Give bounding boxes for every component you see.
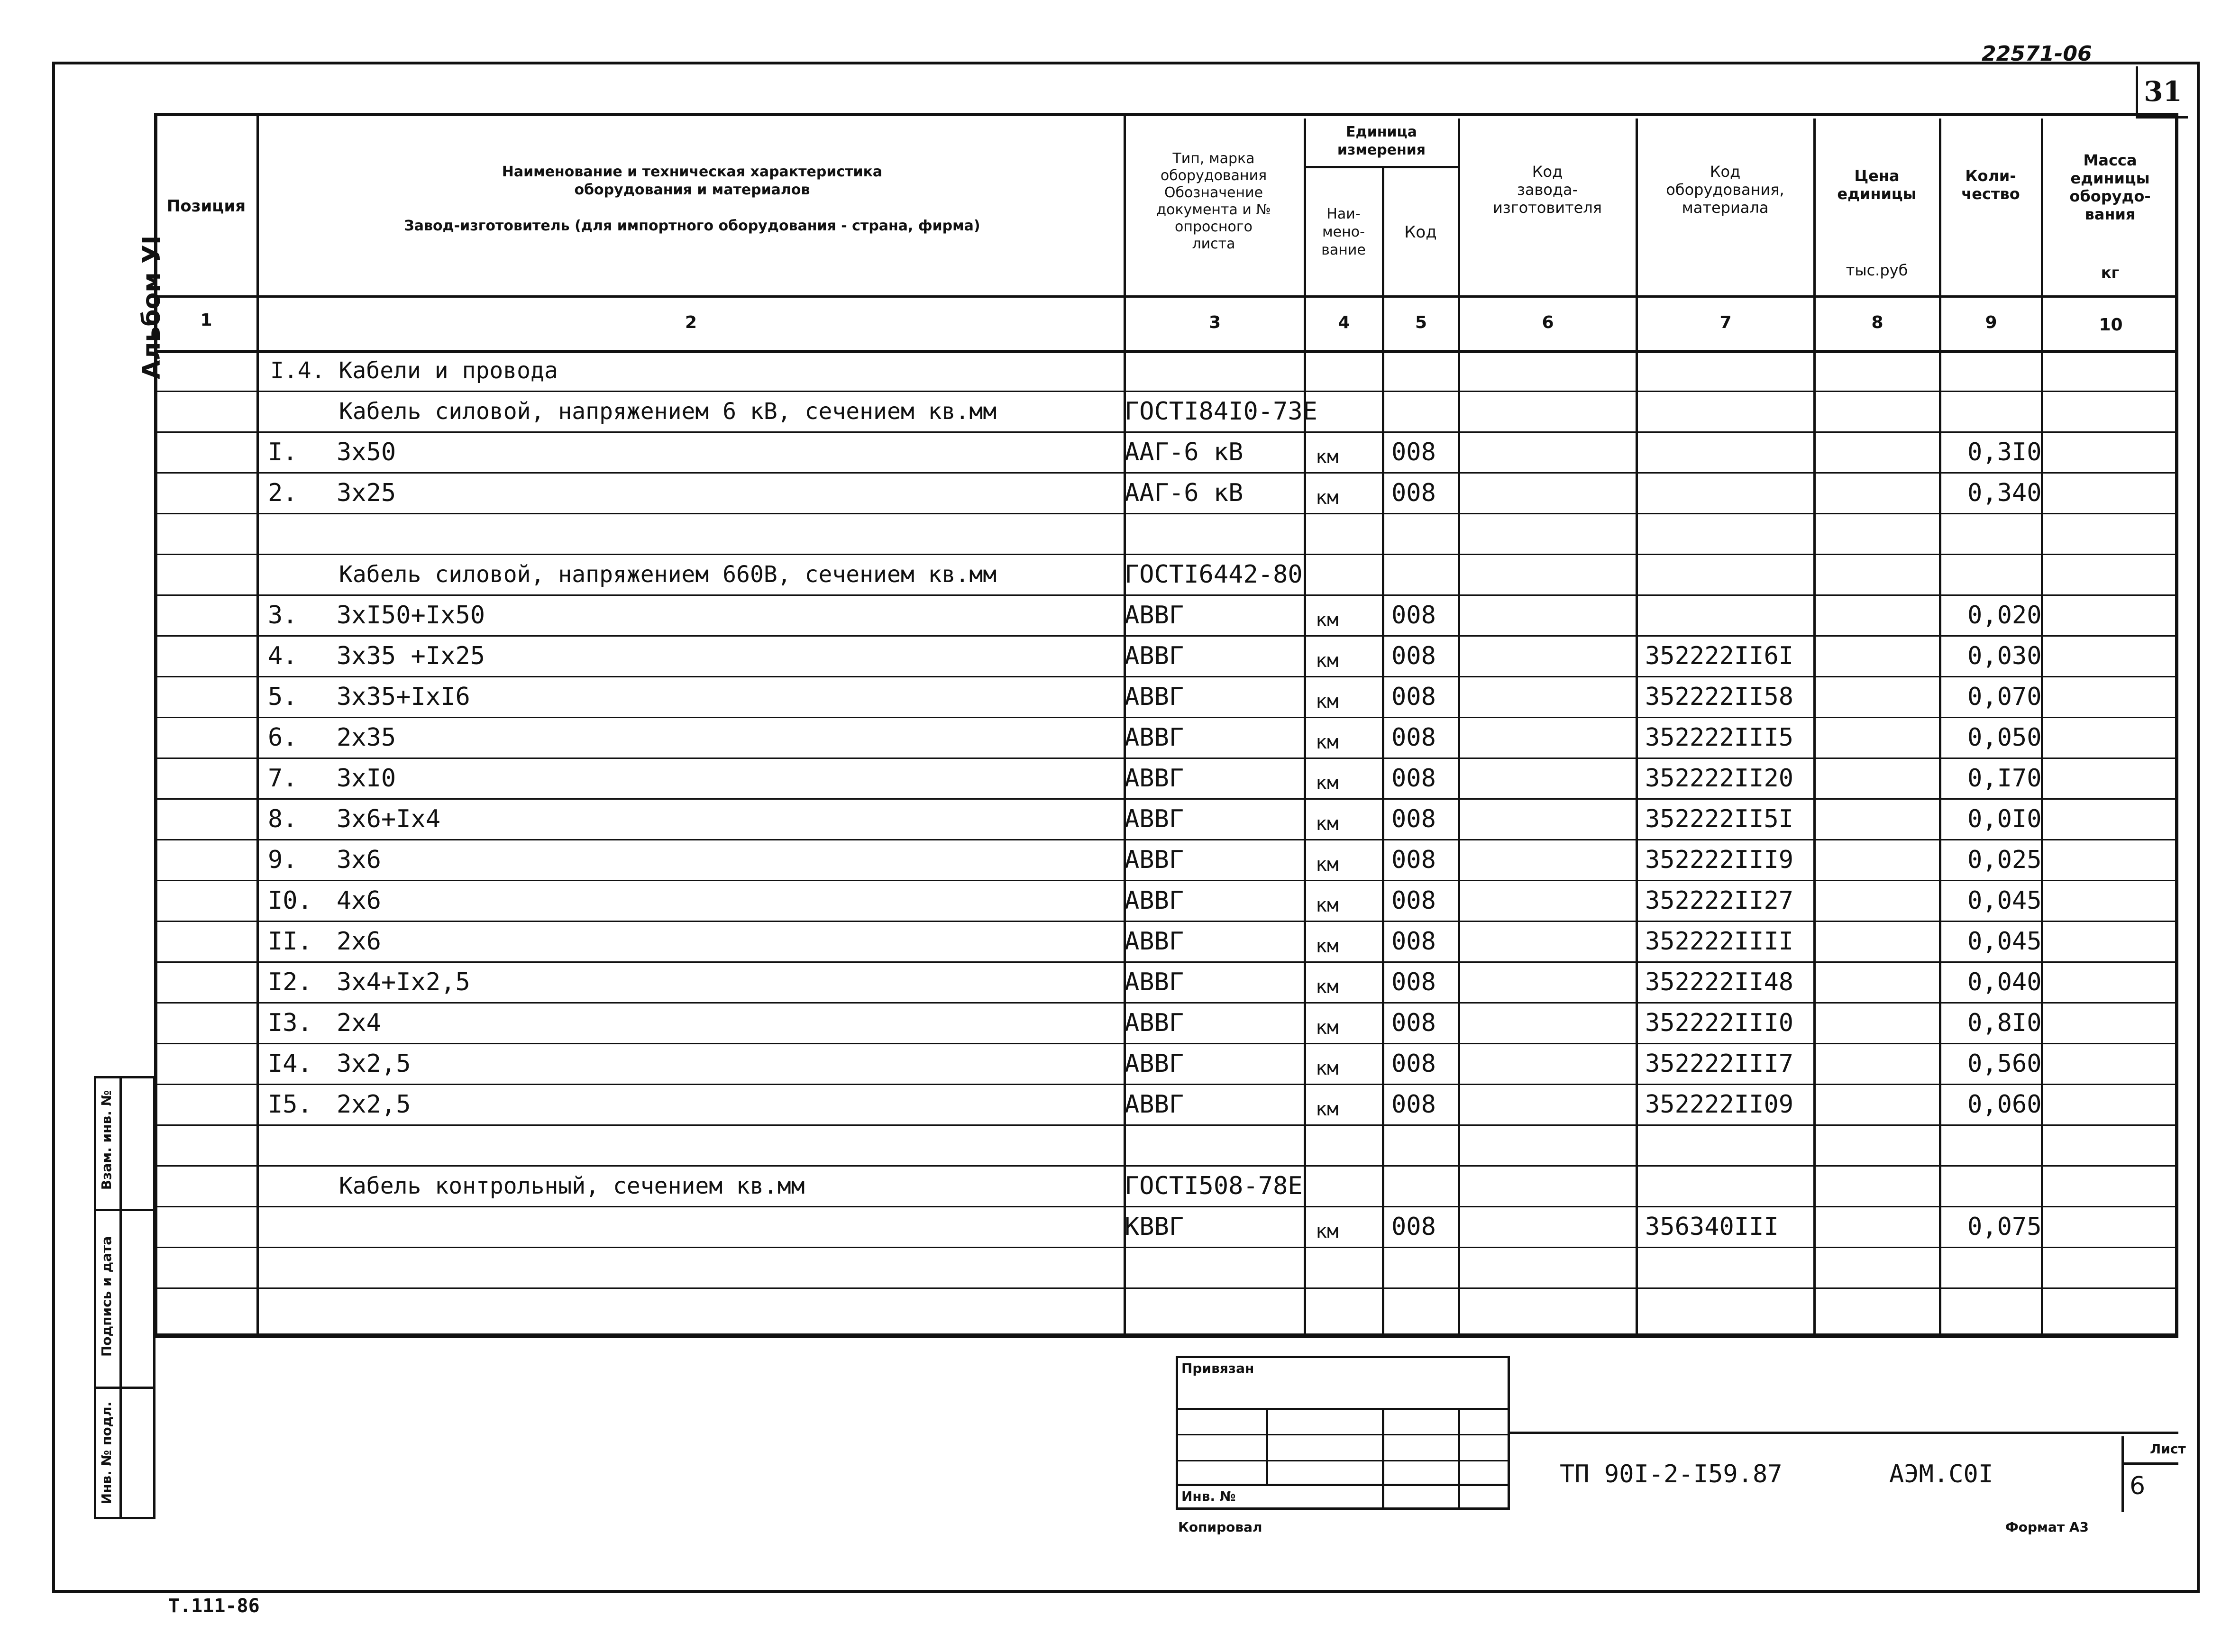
column-number: 5 [1415,313,1427,332]
col-line-3 [1304,119,1306,1338]
row-pos: 7. [268,764,298,793]
row-line [154,1287,2178,1289]
column-number: 8 [1871,313,1883,332]
row-line [154,921,2178,922]
row-name: 3x25 [337,479,396,507]
row-type: АВВГ [1125,805,1184,833]
row-pos: 8. [268,805,298,833]
col-line-5 [1458,119,1460,1338]
row-code: 008 [1391,927,1436,956]
row-name: 2x4 [337,1009,381,1037]
row-code: 008 [1391,479,1436,507]
header-type: Тип, марка оборудования Обозначение документа и № опросного листа [1156,150,1271,252]
row-qty: 0,040 [1967,968,2042,996]
page-number: 31 [2144,75,2182,108]
header-mass-unit: кг [2101,264,2120,282]
column-number: 1 [200,310,212,330]
row-code: 008 [1391,1009,1436,1037]
row-unit: км [1316,1058,1339,1079]
row-name: 3xI0 [337,764,396,793]
row-pos: II. [268,927,312,956]
column-number: 3 [1208,313,1221,332]
row-pos: I0. [268,886,312,915]
row-type: АВВГ [1125,1009,1184,1037]
header-unit-code: Код [1404,223,1437,242]
row-code: 008 [1391,438,1436,466]
row-mat: 352222III9 [1645,846,1794,874]
row-pos: I3. [268,1009,312,1037]
row-pos: I2. [268,968,312,996]
row-type: АВВГ [1125,764,1184,793]
row-mat: 356340III [1645,1213,1779,1241]
row-line [154,431,2178,433]
col-line-7 [1813,119,1816,1338]
row-unit: км [1316,487,1339,509]
header-factory-code: Код завода- изготовителя [1492,163,1602,217]
row-name: 3x4+Ix2,5 [337,968,470,996]
row-type: АВВГ [1125,1090,1184,1119]
row-pos: I4. [268,1050,312,1078]
row-qty: 0,060 [1967,1090,2042,1119]
side-stamp-inv-podl: Инв. № подл. [99,1401,114,1505]
row-type: ГОСТI84I0-73Е [1125,397,1317,426]
copied-label: Копировал [1178,1519,1262,1535]
row-name: 3x6+Ix4 [337,805,441,833]
row-qty: 0,0I0 [1967,805,2042,833]
row-type: АВВГ [1125,601,1184,630]
row-pos: 6. [268,723,298,752]
row-type: АВВГ [1125,642,1184,670]
row-type: ГОСТI508-78Е [1125,1172,1303,1200]
header-unit-name: Наи- мено- вание [1321,206,1366,258]
row-unit: км [1316,609,1339,631]
header-quantity: Коли- чество [1961,167,2020,203]
row-name: 3x35+IxI6 [337,683,470,711]
row-mat: 352222II58 [1645,683,1794,711]
row-unit: км [1316,976,1339,998]
row-mat: 352222III7 [1645,1050,1794,1078]
stamp-vline [1266,1408,1268,1484]
row-pos: 3. [268,601,298,630]
row-qty: 0,075 [1967,1213,2042,1241]
document-suffix: АЭМ.С0I [1889,1460,1993,1488]
row-code: 008 [1391,968,1436,996]
row-qty: 0,560 [1967,1050,2042,1078]
col-line-4 [1382,166,1384,1338]
side-stamp-vzam: Взам. инв. № [99,1090,114,1190]
colnum-bottom-line [154,350,2178,353]
row-name: 3x50 [337,438,396,466]
row-name: Кабель силовой, напряжением 660В, сечением кв.мм [339,561,997,588]
row-line [154,1247,2178,1248]
row-name: 3x2,5 [337,1050,411,1078]
row-mat: 352222II27 [1645,886,1794,915]
row-name: 2x6 [337,927,381,956]
row-type: АВВГ [1125,968,1184,996]
row-mat: 352222III5 [1645,723,1794,752]
header-unit: Единица измерения [1337,123,1426,158]
header-name: Наименование и техническая характеристика оборудования и материалов Завод-изготовитель (для импортного оборудования - страна, фирма) [404,164,980,234]
album-label: Альбом УI [137,235,166,379]
row-qty: 0,020 [1967,601,2042,630]
row-unit: км [1316,446,1339,468]
row-qty: 0,025 [1967,846,2042,874]
header-mass: Масса единицы оборудо- вания [2069,151,2151,223]
row-mat: 352222IIII [1645,927,1794,956]
row-type: ААГ-6 кВ [1125,438,1243,466]
header-position: Позиция [166,197,246,216]
row-type: ГОСТI6442-80 [1125,560,1303,589]
row-qty: 0,8I0 [1967,1009,2042,1037]
sheet-number: 6 [2130,1472,2146,1500]
row-name: 3x35 +Ix25 [337,642,485,670]
column-number: 10 [2099,315,2123,335]
row-mat: 352222II6I [1645,642,1794,670]
row-unit: км [1316,650,1339,672]
row-qty: 0,045 [1967,886,2042,915]
row-type: ААГ-6 кВ [1125,479,1243,507]
row-pos: 5. [268,683,298,711]
column-number: 2 [685,313,697,332]
row-line [154,1043,2178,1044]
row-mat: 352222II09 [1645,1090,1794,1119]
side-stamp-podpis: Подпись и дата [99,1236,114,1357]
row-line [154,880,2178,881]
row-name: 4x6 [337,886,381,915]
row-qty: 0,045 [1967,927,2042,956]
row-unit: км [1316,1098,1339,1120]
sheet-box-line [2121,1462,2178,1465]
row-mat: 352222II48 [1645,968,1794,996]
row-code: 008 [1391,1213,1436,1241]
row-qty: 0,I70 [1967,764,2042,793]
row-pos: 4. [268,642,298,670]
format-label: Формат А3 [2005,1519,2089,1535]
row-type: АВВГ [1125,886,1184,915]
row-name: I.4. Кабели и провода [270,357,558,384]
row-line [154,1206,2178,1207]
row-line [154,513,2178,514]
row-name: 3x6 [337,846,381,874]
header-bottom-line [154,295,2178,298]
row-unit: км [1316,854,1339,876]
row-code: 008 [1391,886,1436,915]
row-pos: I. [268,438,298,466]
row-code: 008 [1391,1090,1436,1119]
row-type: АВВГ [1125,927,1184,956]
page-number-box [2136,66,2188,119]
row-name: 3xI50+Ix50 [337,601,485,630]
row-name: 2x2,5 [337,1090,411,1119]
stamp-privyazan-label: Привязан [1181,1360,1254,1376]
header-equipment-code: Код оборудования, материала [1666,163,1784,217]
row-name: Кабель контрольный, сечением кв.мм [339,1173,805,1199]
title-block-top-line [1510,1432,2178,1434]
row-type: АВВГ [1125,846,1184,874]
row-line [154,554,2178,555]
row-line [154,594,2178,596]
column-number: 6 [1542,313,1554,332]
row-unit: км [1316,813,1339,835]
row-line [154,635,2178,637]
row-qty: 0,3I0 [1967,438,2042,466]
row-line [154,676,2178,677]
row-unit: км [1316,731,1339,753]
row-line [154,472,2178,474]
column-number: 7 [1719,313,1732,332]
row-qty: 0,340 [1967,479,2042,507]
row-code: 008 [1391,723,1436,752]
row-line [154,839,2178,840]
side-stamp-vline [119,1076,122,1519]
row-mat: 352222II20 [1645,764,1794,793]
row-type: АВВГ [1125,723,1184,752]
row-line [154,961,2178,963]
row-name: Кабель силовой, напряжением 6 кВ, сечением кв.мм [339,398,997,425]
sheet-label: Лист [2150,1441,2186,1457]
header-price: Цена единицы [1837,167,1917,203]
header-price-unit: тыс.руб [1846,261,1908,279]
row-unit: км [1316,772,1339,794]
bottom-code: Т.111-86 [168,1595,260,1617]
row-pos: 9. [268,846,298,874]
row-type: КВВГ [1125,1213,1184,1241]
row-unit: км [1316,1221,1339,1242]
row-line [154,391,2178,392]
row-unit: км [1316,1017,1339,1039]
row-unit: км [1316,691,1339,712]
row-pos: 2. [268,479,298,507]
row-unit: км [1316,894,1339,916]
row-code: 008 [1391,601,1436,630]
col-line-8 [1939,119,1941,1338]
row-line [154,1165,2178,1167]
row-qty: 0,050 [1967,723,2042,752]
row-unit: км [1316,935,1339,957]
col-line-6 [1636,119,1638,1338]
document-number-top: 22571-06 [1982,42,2092,66]
stamp-vline [1458,1408,1460,1510]
table-body-bottom-line [154,1333,2178,1336]
row-mat: 352222III0 [1645,1009,1794,1037]
row-code: 008 [1391,764,1436,793]
unit-sub-line [1304,166,1458,168]
stamp-vline [1382,1408,1384,1510]
row-type: АВВГ [1125,1050,1184,1078]
document-code: ТП 90I-2-I59.87 [1560,1460,1783,1488]
row-pos: I5. [268,1090,312,1119]
column-number: 9 [1985,313,1997,332]
row-name: 2x35 [337,723,396,752]
row-code: 008 [1391,642,1436,670]
row-qty: 0,070 [1967,683,2042,711]
row-line [154,717,2178,718]
row-code: 008 [1391,683,1436,711]
row-line [154,798,2178,800]
row-line [154,758,2178,759]
row-line [154,1002,2178,1004]
row-line [154,1084,2178,1085]
row-qty: 0,030 [1967,642,2042,670]
row-code: 008 [1391,846,1436,874]
row-line [154,1124,2178,1126]
stamp-inv-label: Инв. № [1181,1488,1236,1504]
row-type: АВВГ [1125,683,1184,711]
column-number: 4 [1338,313,1350,332]
row-code: 008 [1391,1050,1436,1078]
row-code: 008 [1391,805,1436,833]
row-mat: 352222II5I [1645,805,1794,833]
